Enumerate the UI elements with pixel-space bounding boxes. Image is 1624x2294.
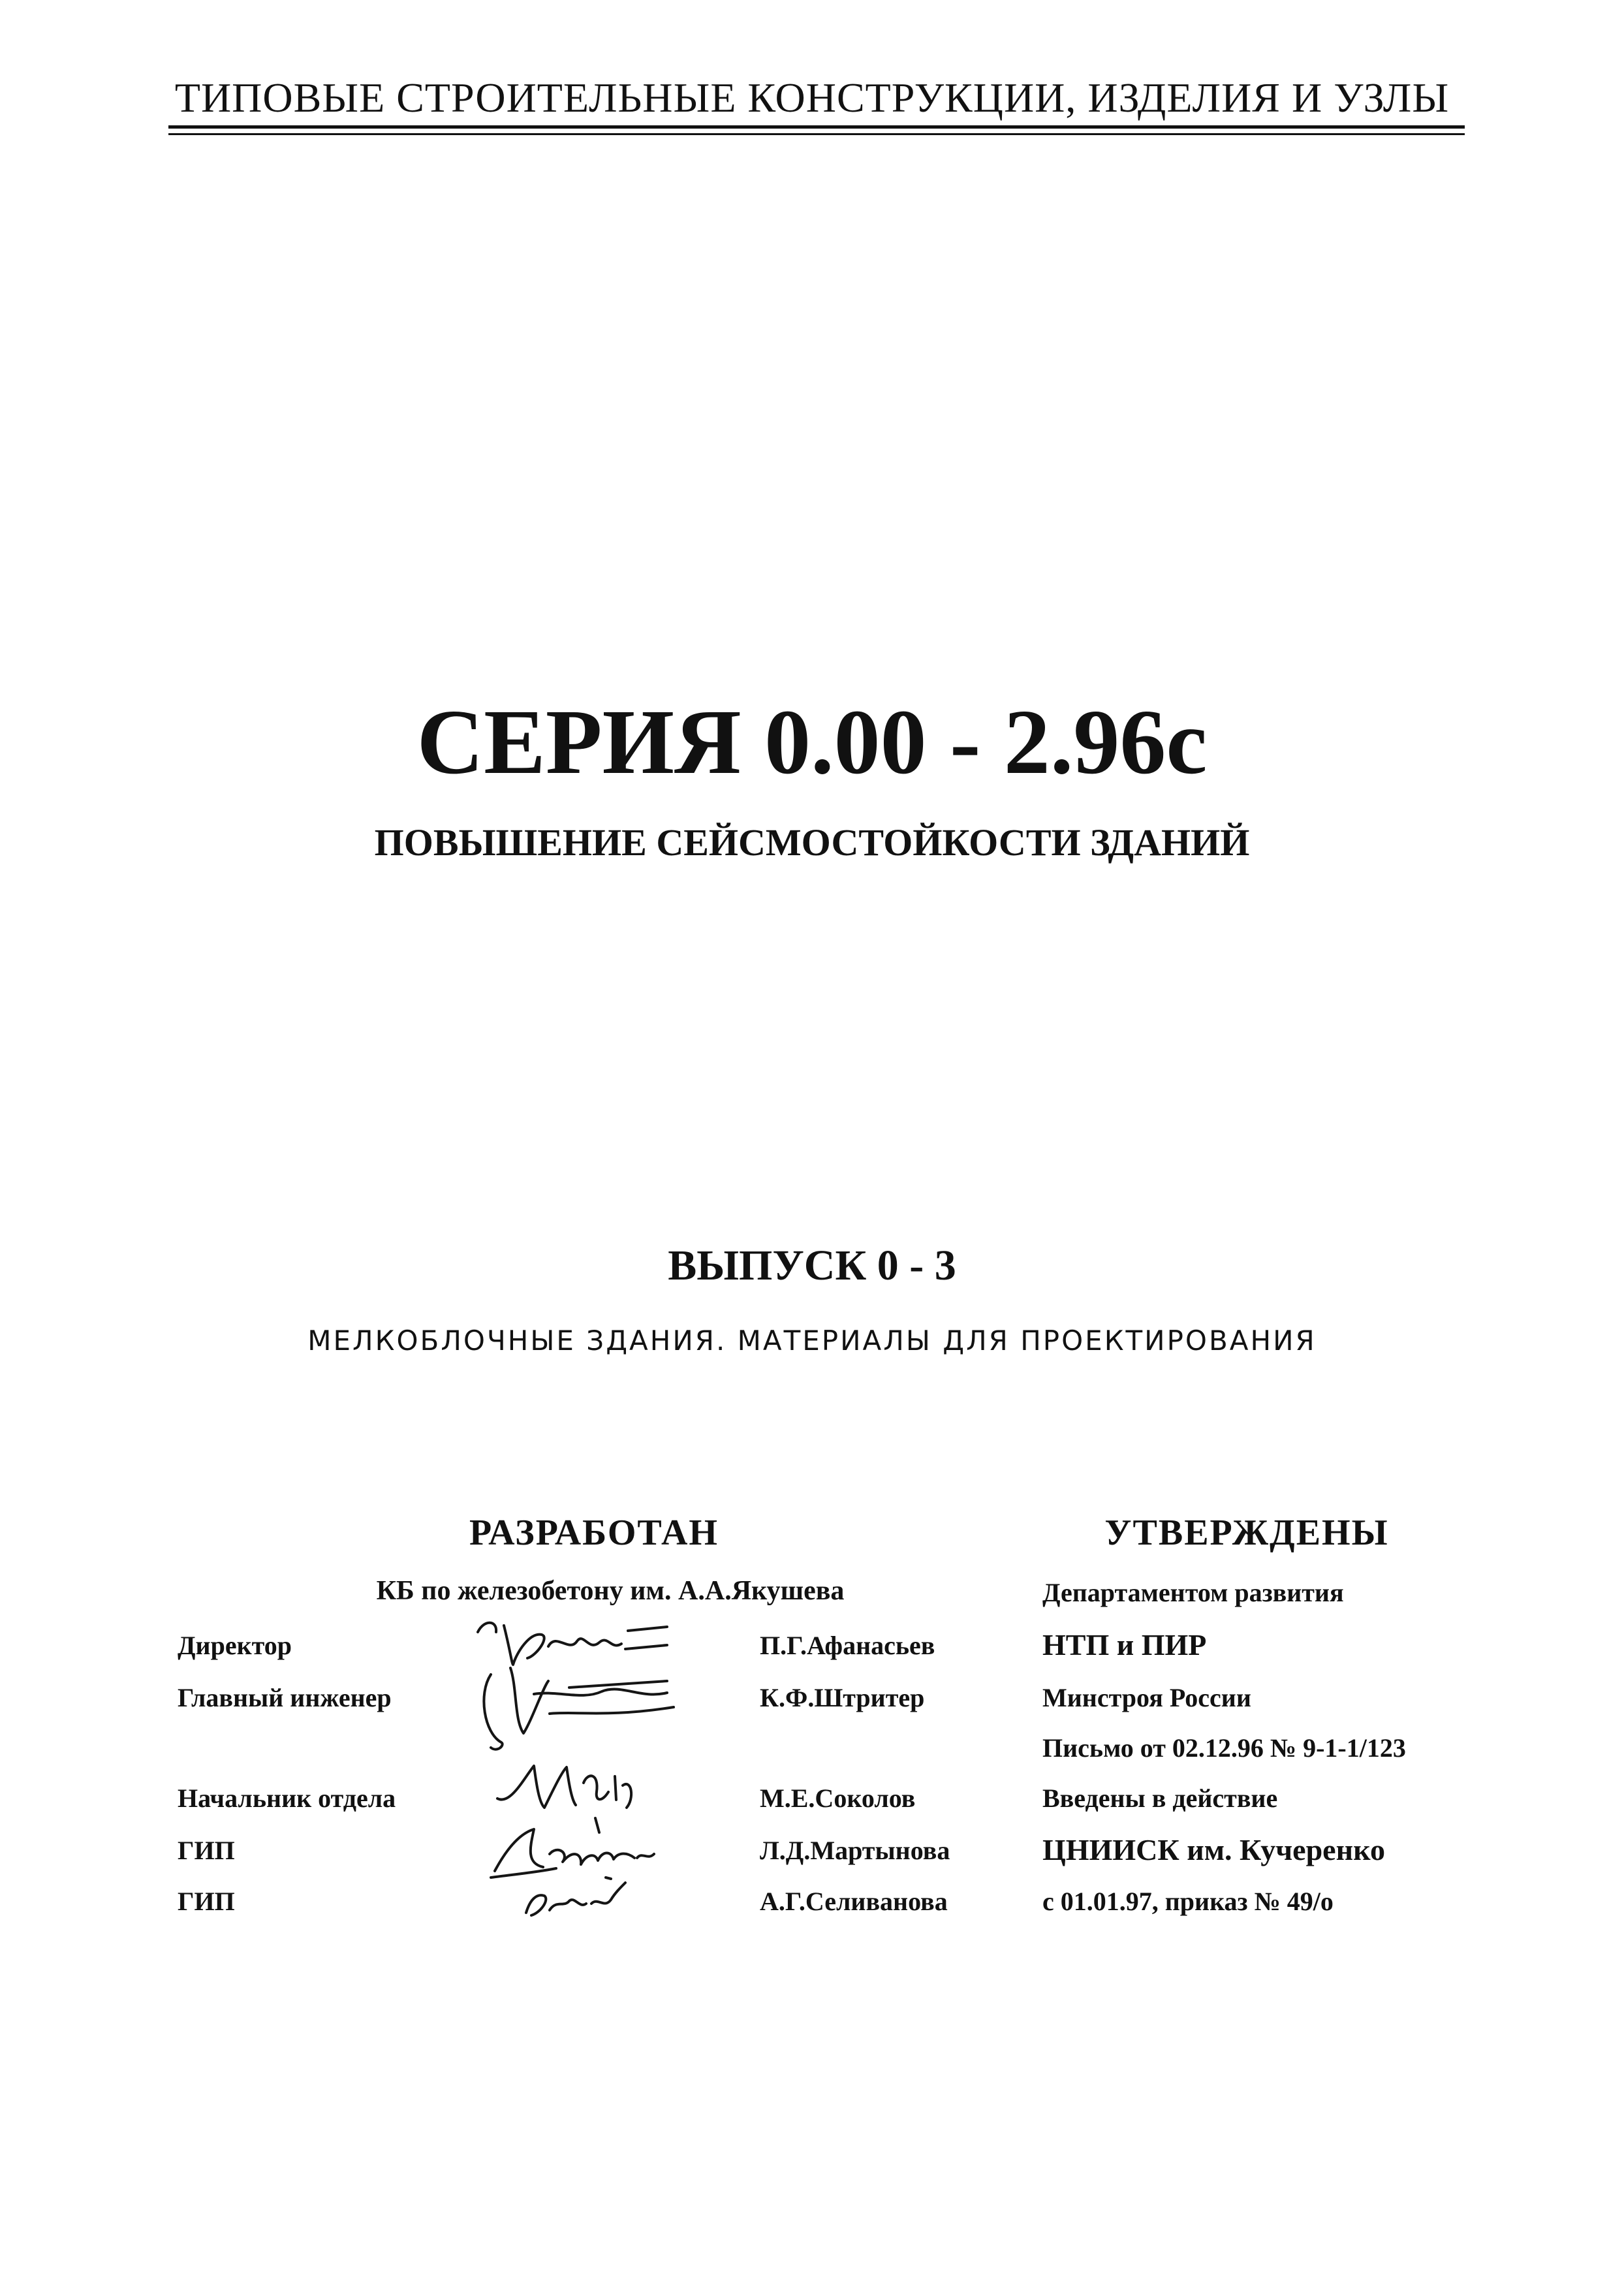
staff-name-department-head: М.Е.Соколов [760, 1783, 916, 1813]
staff-role-gip-2: ГИП [178, 1887, 235, 1916]
approval-line-3: Минстроя России [1042, 1683, 1251, 1712]
staff-name-gip-1: Л.Д.Мартынова [760, 1836, 950, 1865]
issue-subtitle: МЕЛКОБЛОЧНЫЕ ЗДАНИЯ. МАТЕРИАЛЫ ДЛЯ ПРОЕКТИРОВАНИЯ [307, 1325, 1317, 1357]
staff-role-chief-engineer: Главный инженер [178, 1683, 392, 1712]
series-title: СЕРИЯ 0.00 - 2.96с [416, 690, 1208, 793]
developer-organization: КБ по железобетону им. А.А.Якушева [376, 1576, 845, 1606]
approval-line-1: Департаментом развития [1042, 1578, 1344, 1607]
approval-line-6: ЦНИИСК им. Кучеренко [1042, 1833, 1386, 1866]
staff-role-gip-1: ГИП [178, 1836, 235, 1865]
staff-role-department-head: Начальник отдела [178, 1783, 396, 1813]
staff-name-chief-engineer: К.Ф.Штритер [760, 1683, 925, 1712]
developed-heading: РАЗРАБОТАН [469, 1513, 719, 1553]
staff-name-director: П.Г.Афанасьев [760, 1631, 935, 1660]
staff-role-director: Директор [178, 1631, 292, 1660]
approval-line-2: НТП и ПИР [1042, 1628, 1207, 1661]
header-rule-thin [168, 133, 1465, 135]
approval-line-4: Письмо от 02.12.96 № 9-1-1/123 [1042, 1733, 1406, 1763]
staff-name-gip-2: А.Г.Селиванова [760, 1887, 948, 1916]
approval-line-7: с 01.01.97, приказ № 49/о [1042, 1887, 1334, 1916]
signature-gip-2 [471, 1867, 687, 1926]
approved-heading: УТВЕРЖДЕНЫ [1104, 1513, 1389, 1553]
header-rule-thick [168, 125, 1465, 129]
approval-line-5: Введены в действие [1042, 1783, 1278, 1813]
header-title: ТИПОВЫЕ СТРОИТЕЛЬНЫЕ КОНСТРУКЦИИ, ИЗДЕЛИЯ И УЗЛЫ [174, 74, 1450, 121]
issue-title: ВЫПУСК 0 - 3 [668, 1242, 956, 1289]
signature-chief-engineer [471, 1661, 687, 1759]
series-subtitle: ПОВЫШЕНИЕ СЕЙСМОСТОЙКОСТИ ЗДАНИЙ [374, 821, 1250, 864]
